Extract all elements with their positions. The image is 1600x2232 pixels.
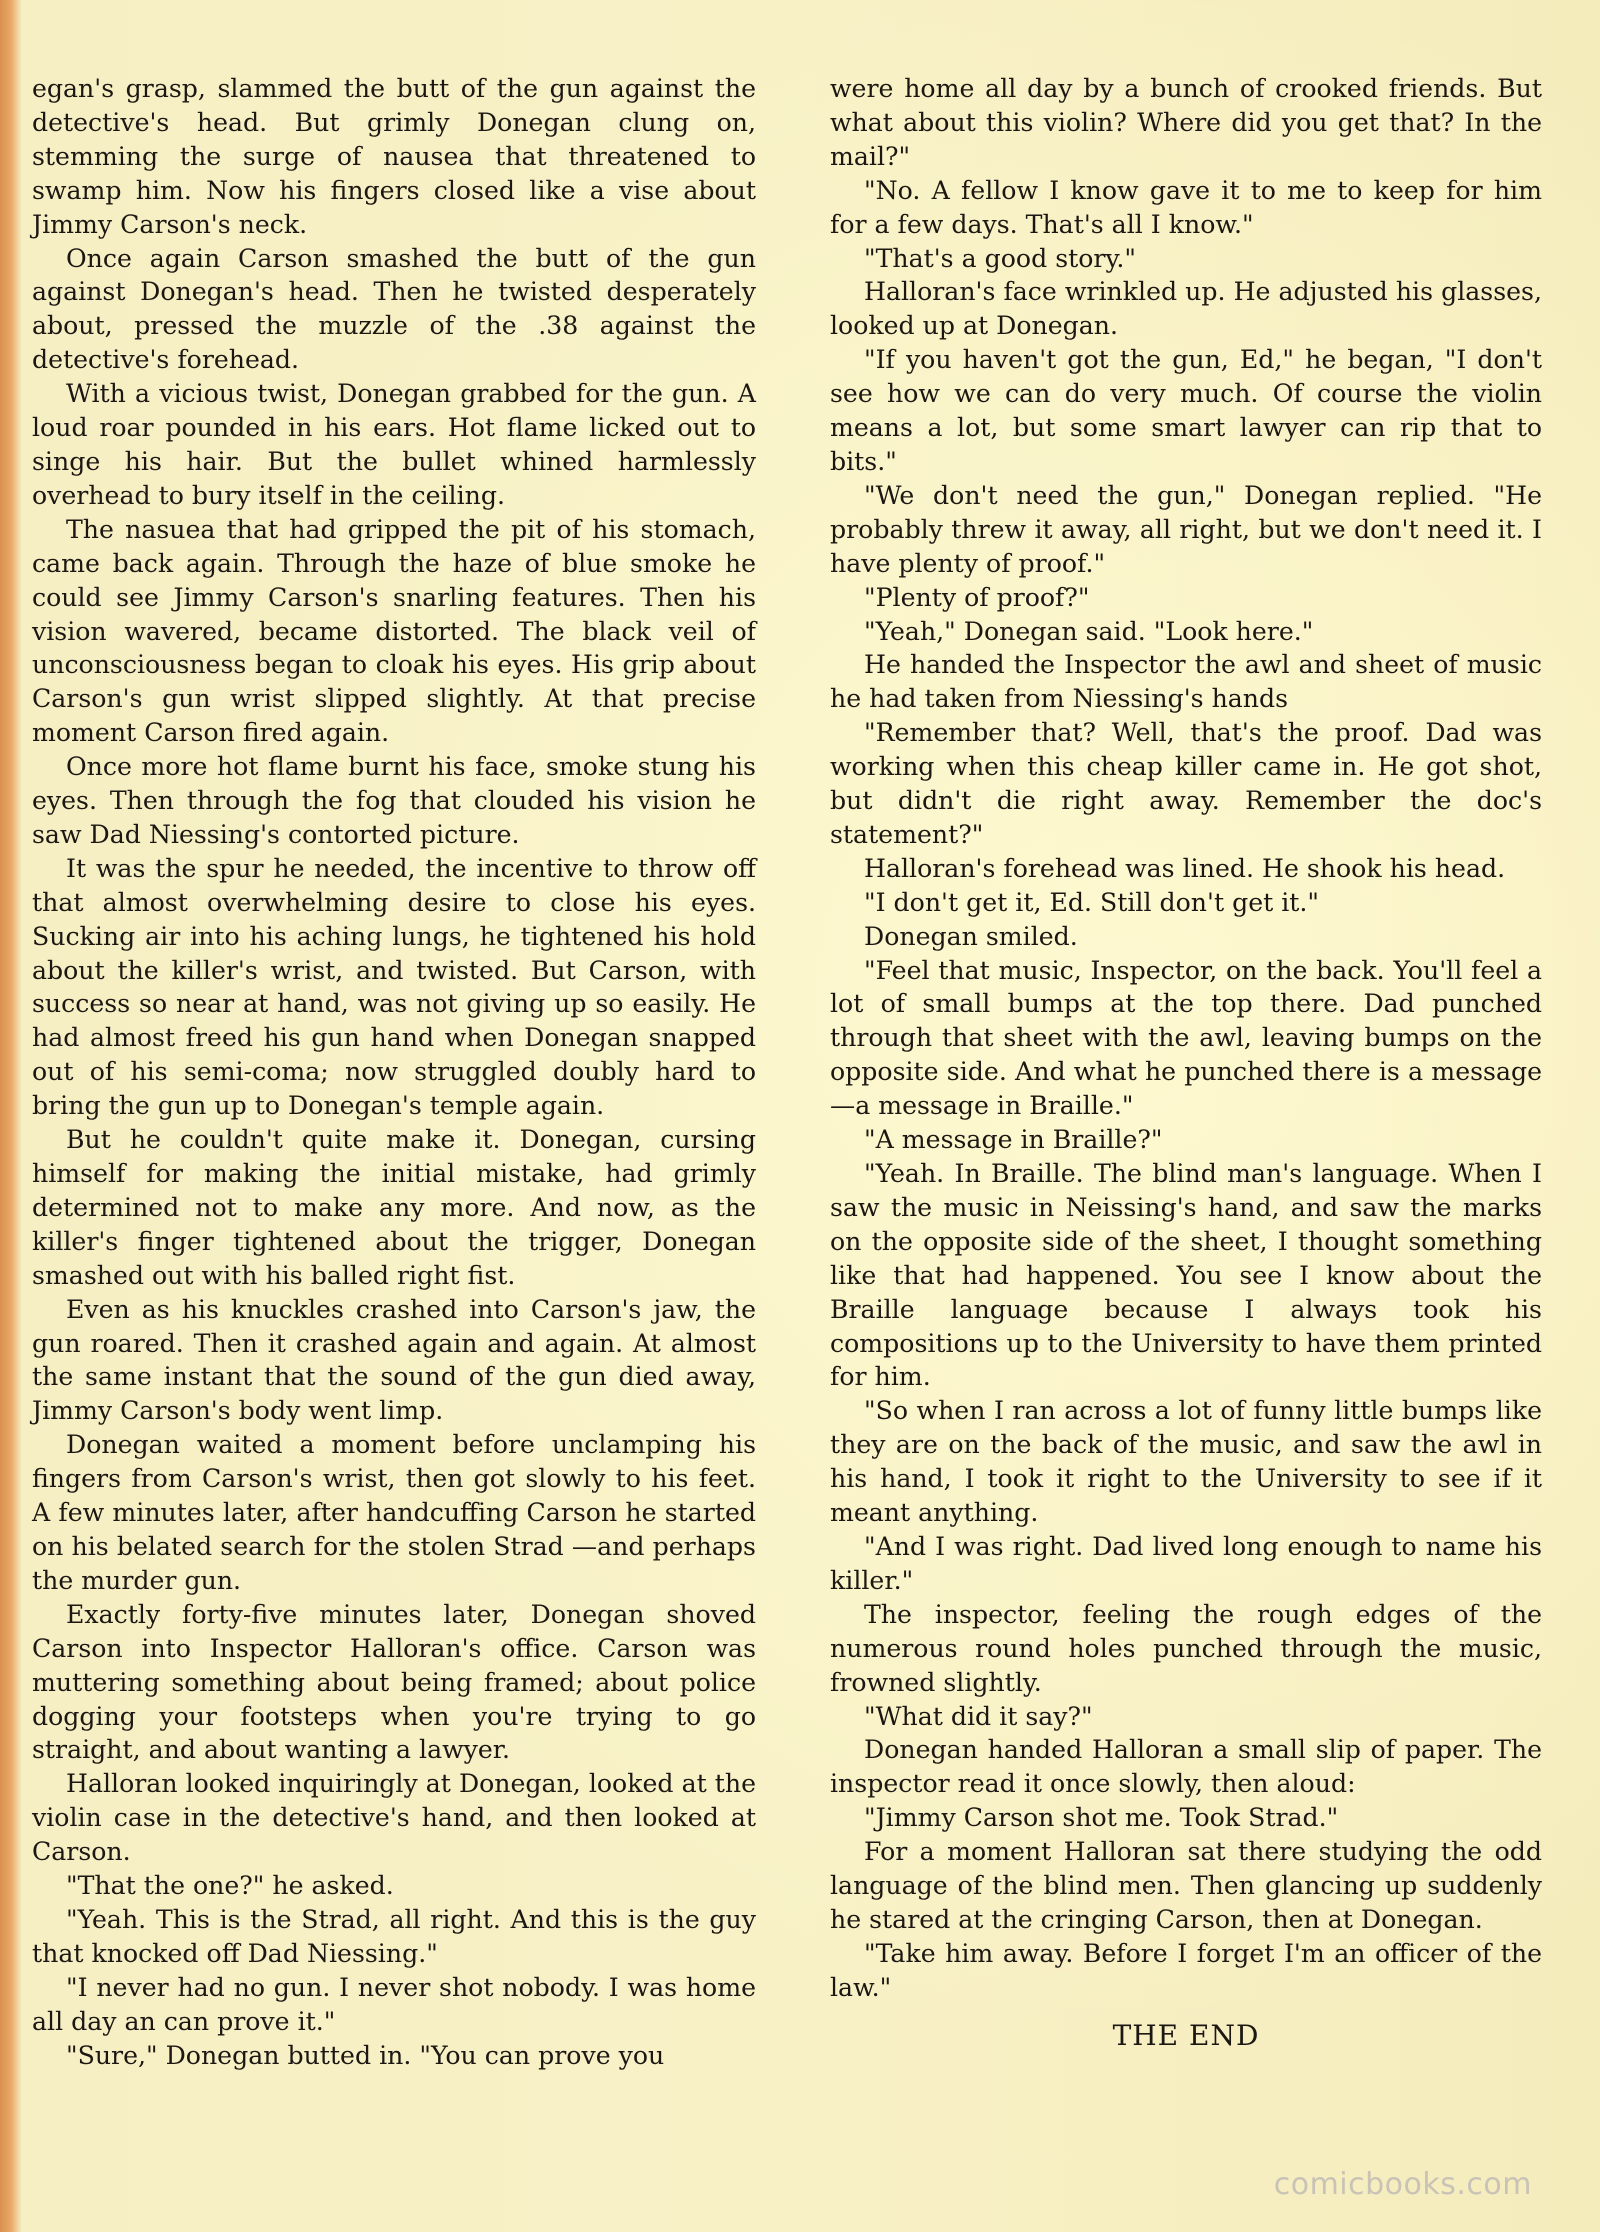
paragraph: "Remember that? Well, that's the proof. Dad was working when this cheap killer came in. He got shot, but didn't die right away. Remember the doc's statement?" <box>830 718 1542 849</box>
paragraph: Halloran's face wrinkled up. He adjusted his glasses, looked up at Donegan. <box>830 277 1542 341</box>
paragraph: Even as his knuckles crashed into Carson's jaw, the gun roared. Then it crashed again and again. At almost the same instant that the sound of the gun died away, Jimmy Carson's body went limp. <box>32 1294 756 1426</box>
paragraph: "Take him away. Before I forget I'm an officer of the law." <box>830 1938 1542 2002</box>
paragraph: "I never had no gun. I never shot nobody. I was home all day an can prove it." <box>32 1972 756 2036</box>
paragraph: Donegan waited a moment before unclamping his fingers from Carson's wrist, then got slowly to his feet. A few minutes later, after handcuffing Carson he started on his belated search for the stolen Strad —and perhaps the murder gun. <box>32 1430 756 1595</box>
paragraph: Donegan handed Halloran a small slip of paper. The inspector read it once slowly, then aloud: <box>830 1735 1542 1799</box>
paragraph: For a moment Halloran sat there studying the odd language of the blind men. Then glancing up suddenly he stared at the cringing Carson, then at Donegan. <box>830 1837 1542 1934</box>
paragraph: "So when I ran across a lot of funny little bumps like they are on the back of the music, and saw the awl in his hand, I took it right to the University to see if it meant anything. <box>830 1396 1542 1528</box>
paragraph: With a vicious twist, Donegan grabbed for the gun. A loud roar pounded in his ears. Hot flame licked out to singe his hair. But the bullet whined harmlessly overhead to bury itself in the ceiling. <box>32 379 756 510</box>
paragraph: "Yeah," Donegan said. "Look here." <box>864 616 1314 646</box>
paragraph: He handed the Inspector the awl and sheet of music he had taken from Niessing's hands <box>830 650 1542 714</box>
paragraph: "Plenty of proof?" <box>864 582 1090 612</box>
paragraph: "We don't need the gun," Donegan replied. "He probably threw it away, all right, but we don't need it. I have plenty of proof." <box>830 480 1542 578</box>
paragraph: "And I was right. Dad lived long enough to name his killer." <box>830 1531 1542 1595</box>
site-watermark: comicbooks.com <box>1273 2167 1532 2202</box>
paragraph: egan's grasp, slammed the butt of the gun against the detective's head. But grimly Donegan clung on, stemming the surge of nausea that threatened to swamp him. Now his fingers closed like a vise about Jimmy Carson's neck. <box>32 74 756 239</box>
left-text-column <box>32 72 756 2072</box>
paragraph: Exactly forty-five minutes later, Donegan shoved Carson into Inspector Halloran's office. Carson was muttering something about being framed; about police dogging your footsteps when you're trying to go straight, and about wanting a lawyer. <box>32 1599 756 1765</box>
paragraph: "Sure," Donegan butted in. "You can prove you <box>66 2040 665 2070</box>
paragraph: "Yeah. In Braille. The blind man's language. When I saw the music in Neissing's hand, and saw the marks on the opposite side of the sheet, I thought something like that had happened. You see I know about the Braille language because I always took his compositions up to the University to have them printed for him. <box>830 1159 1542 1392</box>
page-spine-edge <box>0 0 22 2232</box>
paragraph: Donegan smiled. <box>864 921 1078 951</box>
paragraph: "A message in Braille?" <box>864 1125 1163 1155</box>
paragraph: were home all day by a bunch of crooked friends. But what about this violin? Where did you get that? In the mail?" <box>830 74 1542 171</box>
paragraph: But he couldn't quite make it. Donegan, cursing himself for making the initial mistake, had grimly determined not to make any more. And now, as the killer's finger tightened about the trigger, Donegan smashed out with his balled right fist. <box>32 1125 756 1290</box>
paragraph: "No. A fellow I know gave it to me to keep for him for a few days. That's all I know." <box>830 175 1542 239</box>
paragraph: "I don't get it, Ed. Still don't get it." <box>864 887 1320 917</box>
right-text-column <box>830 72 1542 2053</box>
paragraph: "Feel that music, Inspector, on the back. You'll feel a lot of small bumps at the top there. Dad punched through that sheet with the awl, leaving bumps on the opposite side. And what he punched there is a message—a message in Braille." <box>830 955 1542 1121</box>
the-end-mark: THE END <box>1112 2018 1260 2052</box>
paragraph: "What did it say?" <box>864 1701 1093 1731</box>
paragraph: It was the spur he needed, the incentive to throw off that almost overwhelming desire to close his eyes. Sucking air into his aching lungs, he tightened his hold about the killer's wrist, and twisted. But Carson, with success so near at hand, was not giving up so easily. He had almost freed his gun hand when Donegan snapped out of his semi-coma; now struggled doubly hard to bring the gun up to Donegan's temple again. <box>32 853 756 1121</box>
paragraph: Once more hot flame burnt his face, smoke stung his eyes. Then through the fog that clouded his vision he saw Dad Niessing's contorted picture. <box>32 752 756 849</box>
paragraph: Halloran's forehead was lined. He shook his head. <box>864 853 1506 883</box>
paragraph: The inspector, feeling the rough edges of the numerous round holes punched through the music, frowned slightly. <box>830 1599 1542 1697</box>
paragraph: "Jimmy Carson shot me. Took Strad." <box>864 1803 1339 1833</box>
paragraph: "That the one?" he asked. <box>66 1871 394 1901</box>
paragraph: "That's a good story." <box>864 243 1136 273</box>
paragraph: The nasuea that had gripped the pit of his stomach, came back again. Through the haze of blue smoke he could see Jimmy Carson's snarling features. Then his vision wavered, became distorted. The black veil of unconsciousness began to cloak his eyes. His grip about Carson's gun wrist slipped slightly. At that precise moment Carson fired again. <box>32 514 756 748</box>
paragraph: "If you haven't got the gun, Ed," he began, "I don't see how we can do very much. Of course the violin means a lot, but some smart lawyer can rip that to bits." <box>830 345 1542 476</box>
paragraph: Once again Carson smashed the butt of the gun against Donegan's head. Then he twisted desperately about, pressed the muzzle of the .38 against the detective's forehead. <box>32 243 756 375</box>
paragraph: Halloran looked inquiringly at Donegan, looked at the violin case in the detective's hand, and then looked at Carson. <box>32 1769 756 1867</box>
paragraph: "Yeah. This is the Strad, all right. And this is the guy that knocked off Dad Niessing." <box>32 1904 756 1968</box>
